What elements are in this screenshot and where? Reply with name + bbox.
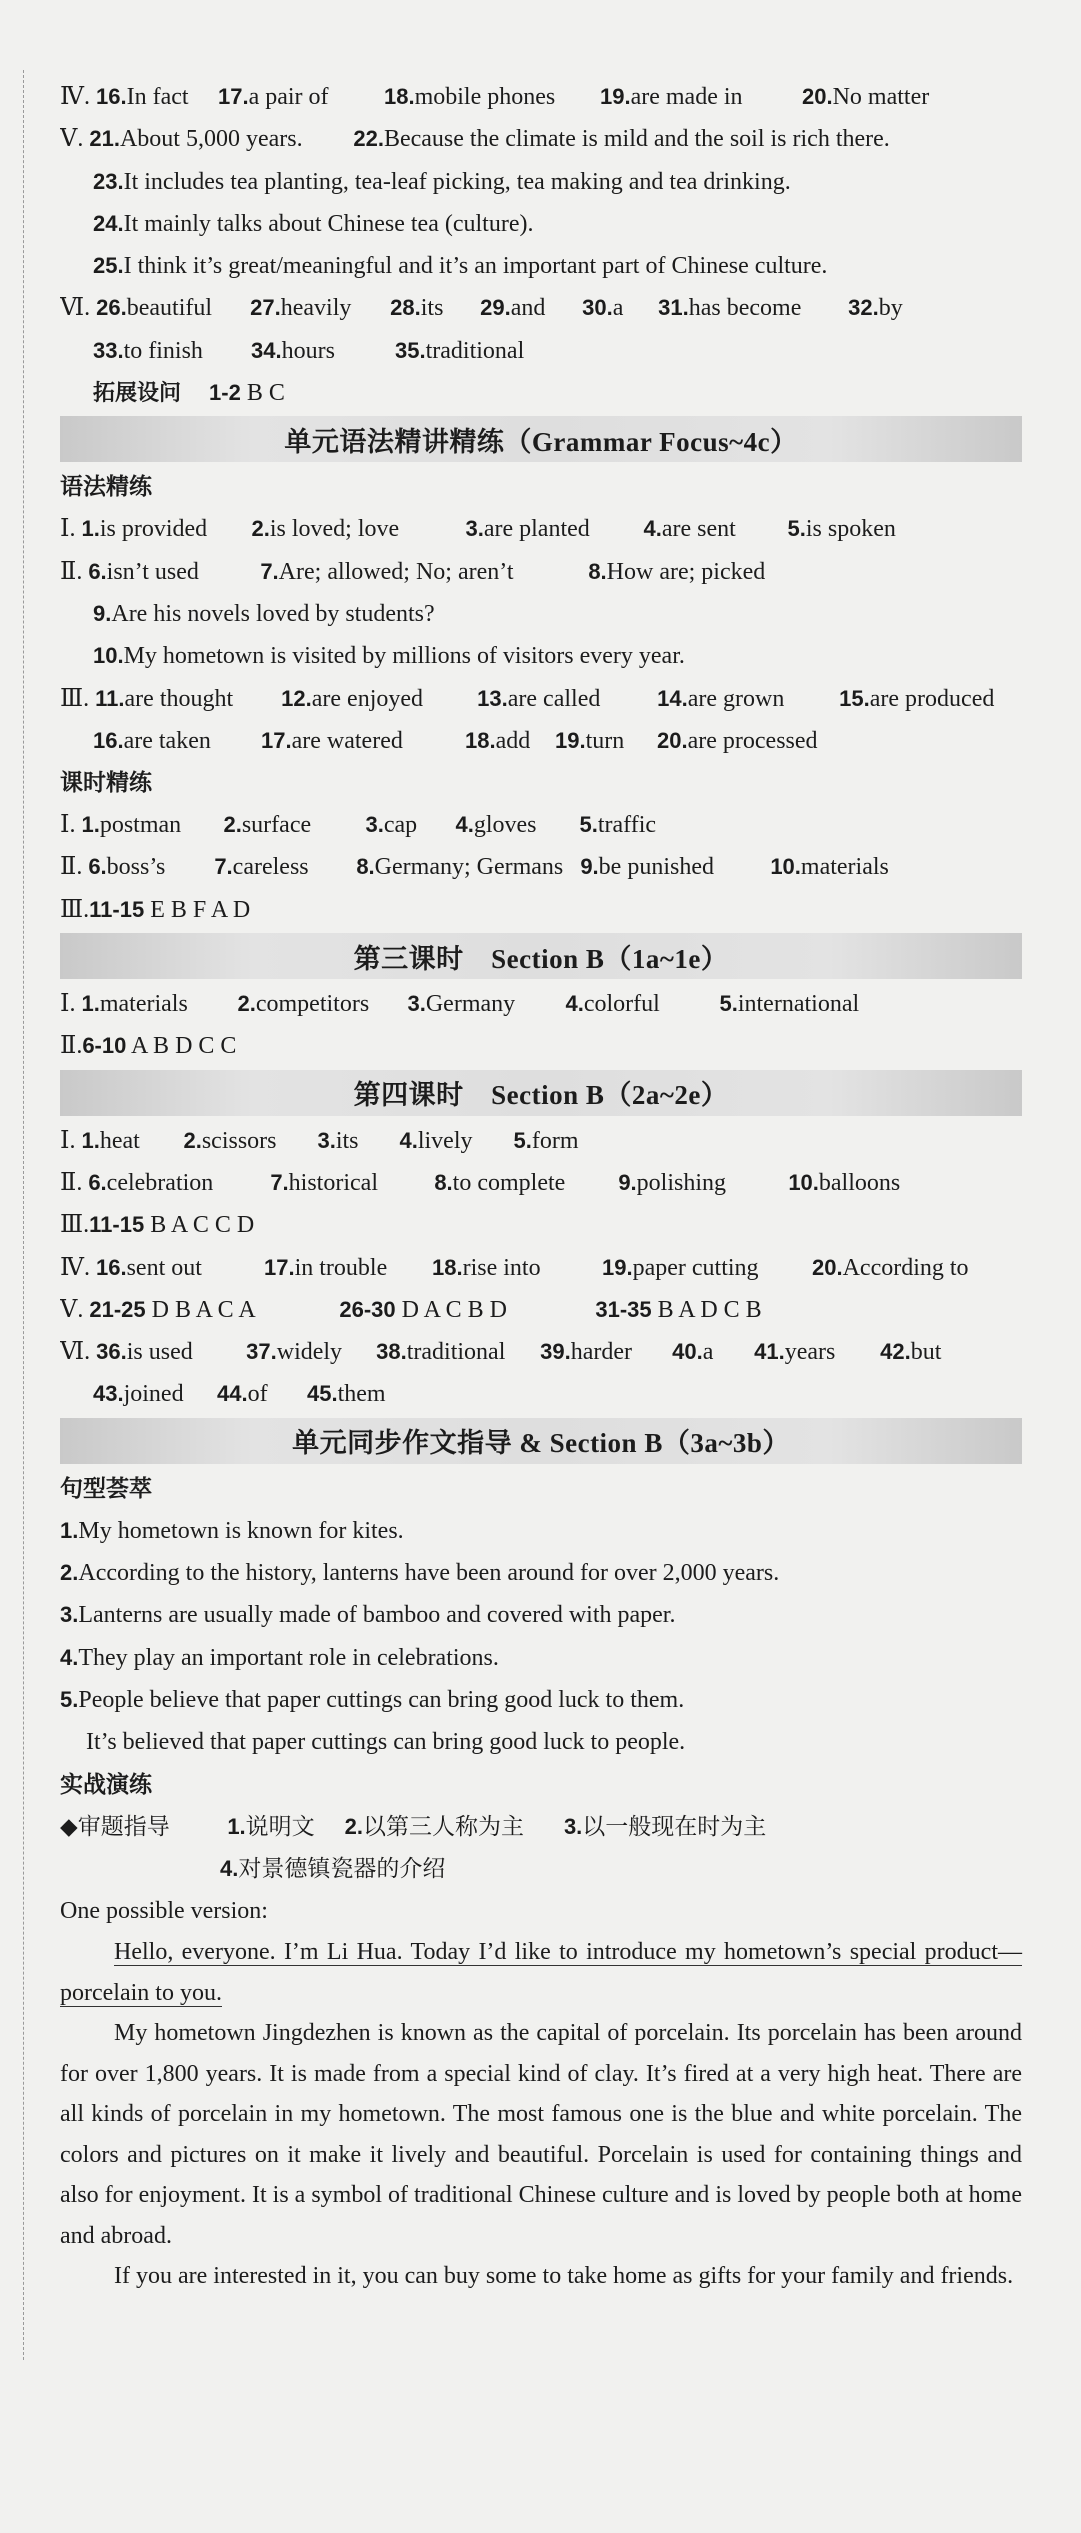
answer-line: 9.Are his novels loved by students?	[93, 600, 435, 627]
answer-line: Ⅱ. 6.celebration 7.historical 8.to complete 9.polishing 10.balloons	[60, 1169, 901, 1196]
section-banner-writing: 单元同步作文指导 & Section B（3a~3b）	[60, 1418, 1022, 1464]
answer-line: Ⅳ. 16.In fact 17.a pair of 18.mobile phones 19.are made in 20.No matter	[60, 84, 930, 110]
answer-line: 16.are taken 17.are watered 18.add 19.turn 20.are processed	[93, 727, 818, 754]
sentence-line: 5.People believe that paper cuttings can bring good luck to them.	[60, 1686, 685, 1713]
answer-line: Ⅱ.6-10 A B D C C	[60, 1033, 237, 1060]
answer-line: 43.joined 44.of 45.them	[93, 1381, 386, 1408]
answer-line: Ⅲ.11-15 E B F A D	[60, 896, 251, 923]
answer-line: Ⅰ. 1.heat 2.scissors 3.its 4.lively 5.form	[60, 1127, 579, 1154]
sentence-line: It’s believed that paper cuttings can bring good luck to people.	[86, 1729, 686, 1756]
sentence-line: 3.Lanterns are usually made of bamboo and covered with paper.	[60, 1602, 676, 1629]
section-banner-lesson3: 第三课时 Section B（1a~1e）	[60, 933, 1022, 979]
answer-line: Ⅲ.11-15 B A C C D	[60, 1212, 255, 1239]
sentence-line: 2.According to the history, lanterns have been around for over 2,000 years.	[60, 1560, 780, 1587]
sentence-line: 4.They play an important role in celebrations.	[60, 1644, 499, 1671]
answer-line: Ⅵ. 36.is used 37.widely 38.traditional 39.harder 40.a 41.years 42.but	[60, 1339, 942, 1366]
section-banner-grammar: 单元语法精讲精练（Grammar Focus~4c）	[60, 416, 1022, 462]
answer-line: 33.to finish 34.hours 35.traditional	[93, 337, 525, 364]
answer-line: Ⅰ. 1.is provided 2.is loved; love 3.are planted 4.are sent 5.is spoken	[60, 516, 896, 543]
essay-paragraph-1: Hello, everyone. I’m Li Hua. Today I’d like to introduce my hometown’s special product—porcelain to you.	[60, 1939, 1022, 2006]
sentence-line: 1.My hometown is known for kites.	[60, 1517, 404, 1544]
answer-line: Ⅴ. 21.About 5,000 years. 22.Because the climate is mild and the soil is rich there.	[60, 126, 890, 153]
answer-line: Ⅳ. 16.sent out 17.in trouble 18.rise into 19.paper cutting 20.According to	[60, 1254, 969, 1281]
answer-line: 10.My hometown is visited by millions of visitors every year.	[93, 643, 685, 670]
subheading: 实战演练	[60, 1771, 152, 1798]
version-label: One possible version:	[60, 1898, 268, 1925]
answer-line: Ⅱ. 6.boss’s 7.careless 8.Germany; Germans 9.be punished 10.materials	[60, 854, 889, 881]
subheading: 句型荟萃	[60, 1475, 152, 1502]
answer-line: Ⅵ. 26.beautiful 27.heavily 28.its 29.and 30.a 31.has become 32.by	[60, 295, 903, 322]
roman-numeral: Ⅳ.	[60, 84, 90, 110]
answer-line: 25.I think it’s great/meaningful and it’s an important part of Chinese culture.	[93, 253, 828, 280]
answer-line: Ⅴ. 21-25 D B A C A 26-30 D A C B D 31-35 B A D C B	[60, 1296, 762, 1323]
answer-content	[60, 76, 1022, 2297]
answer-line: Ⅲ. 11.are thought 12.are enjoyed 13.are called 14.are grown 15.are produced	[60, 685, 995, 712]
answer-line: Ⅱ. 6.isn’t used 7.Are; allowed; No; aren’t 8.How are; picked	[60, 558, 766, 585]
guide-line: 4.对景德镇瓷器的介绍	[220, 1855, 446, 1882]
answer-line: 拓展设问 1-2 B C	[93, 380, 285, 407]
margin-dashed-line	[23, 70, 25, 2360]
subheading: 课时精练	[60, 770, 152, 797]
section-banner-lesson4: 第四课时 Section B（2a~2e）	[60, 1070, 1022, 1116]
essay-paragraph-3: If you are interested in it, you can buy some to take home as gifts for your family and friends.	[114, 2263, 1014, 2290]
answer-line: Ⅰ. 1.materials 2.competitors 3.Germany 4.colorful 5.international	[60, 991, 860, 1018]
answer-line: 24.It mainly talks about Chinese tea (culture).	[93, 210, 534, 237]
guide-line: ◆审题指导 1.说明文 2.以第三人称为主 3.以一般现在时为主	[60, 1813, 767, 1840]
essay-paragraph-2: My hometown Jingdezhen is known as the capital of porcelain. Its porcelain has been around for over 1,800 years. It is made from a special kind of clay. It’s fired at a very high heat. There are all kinds of porcelain in my hometown. The most famous one is the blue and white porcelain. The colors and pictures on it make it lively and beautiful. Porcelain is used for containing things and also for enjoyment. It is a symbol of traditional Chinese culture and is loved by people both at home and abroad.	[60, 2020, 1022, 2249]
answer-line: 23.It includes tea planting, tea-leaf picking, tea making and tea drinking.	[93, 168, 791, 195]
answer-line: Ⅰ. 1.postman 2.surface 3.cap 4.gloves 5.traffic	[60, 812, 657, 839]
subheading: 语法精练	[60, 474, 152, 501]
